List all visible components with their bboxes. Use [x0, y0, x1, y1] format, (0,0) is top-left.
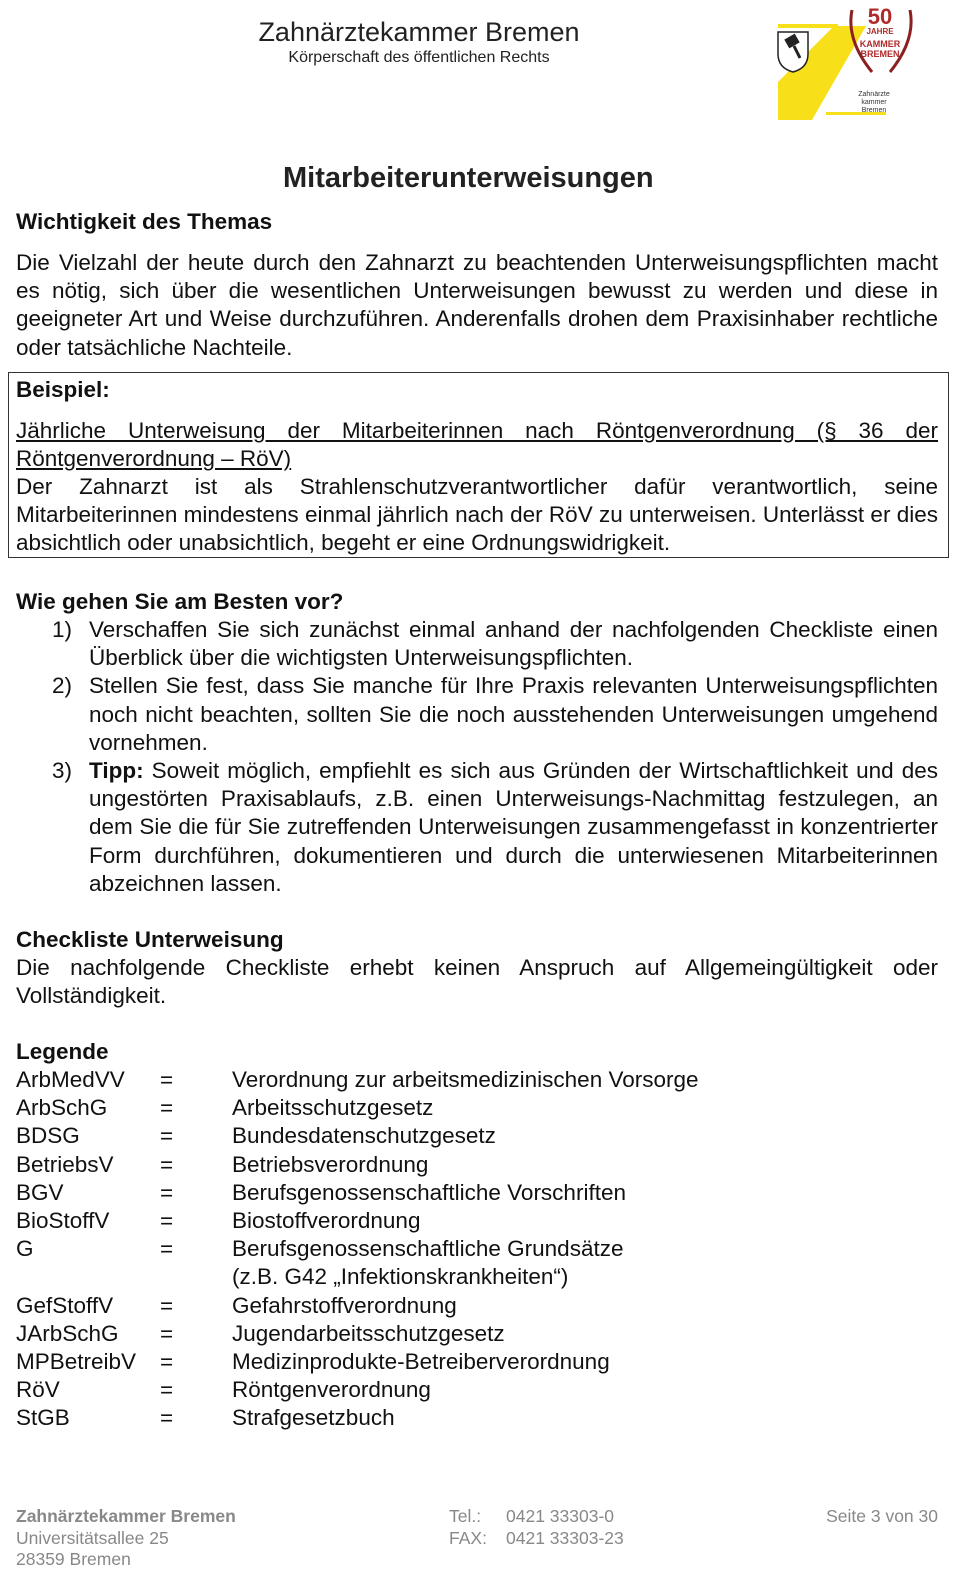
footer-address	[16, 1506, 236, 1571]
legend-abbreviation: G	[16, 1236, 34, 1262]
legend-abbreviation: RöV	[16, 1377, 60, 1403]
legend-equals: =	[160, 1067, 174, 1092]
section-heading-importance: Wichtigkeit des Themas	[16, 209, 273, 234]
legend-definition: Gefahrstoffverordnung	[232, 1292, 457, 1318]
legend-abbreviation: BioStoffV	[16, 1207, 110, 1233]
legend-definition: Röntgenverordnung	[232, 1377, 431, 1403]
legend-abbreviation: MPBetreibV	[16, 1348, 137, 1374]
legend-abbreviation: BetriebsV	[16, 1151, 114, 1177]
legend-definition: Berufsgenossenschaftliche Grundsätze	[232, 1236, 624, 1262]
list-text: Verschaffen Sie sich zunächst einmal anhand der nachfolgenden Checkliste einen Überblick über die wichtigsten Unterweisungspflichten.	[89, 617, 938, 671]
tip-label: Tipp:	[89, 758, 144, 784]
legend-definition: Verordnung zur arbeitsmedizinischen Vorsorge	[232, 1067, 699, 1092]
example-paragraph: Der Zahnarzt ist als Strahlenschutzverantwortlicher dafür verantwortlich, seine Mitarbeiterinnen mindestens einmal jährlich nach der RöV zu unterweisen. Unterlässt er dies absichtlich oder unabsichtlich, begeht er eine Ordnungswidrigkeit.	[16, 474, 938, 556]
legend-equals: =	[160, 1151, 174, 1177]
list-item	[16, 616, 938, 672]
section-heading-procedure: Wie gehen Sie am Besten vor?	[16, 589, 344, 614]
legend-equals: =	[160, 1095, 174, 1121]
svg-text:kammer: kammer	[861, 99, 887, 106]
footer-street: Universitätsallee 25	[16, 1527, 169, 1548]
legend-definition: Strafgesetzbuch	[232, 1405, 395, 1431]
svg-text:BREMEN: BREMEN	[860, 49, 900, 59]
footer-org: Zahnärztekammer Bremen	[16, 1506, 236, 1526]
header-title: Zahnärztekammer Bremen	[258, 17, 580, 47]
svg-text:50: 50	[867, 4, 893, 29]
legend-definition: Medizinprodukte-Betreiberverordnung	[232, 1348, 610, 1374]
svg-text:Zahnärzte: Zahnärzte	[858, 91, 890, 98]
tel-label: Tel.:	[449, 1506, 482, 1526]
svg-text:Bremen: Bremen	[861, 107, 887, 114]
legend-abbreviation: JArbSchG	[16, 1320, 119, 1346]
legend-definition: Jugendarbeitsschutzgesetz	[232, 1320, 505, 1346]
checklist-paragraph: Die nachfolgende Checkliste erhebt keinen Anspruch auf Allgemeingültigkeit oder Vollständigkeit.	[16, 955, 938, 1009]
legend-equals: =	[160, 1348, 174, 1374]
page-number: Seite 3 von 30	[826, 1506, 938, 1526]
list-text: Stellen Sie fest, dass Sie manche für Ihre Praxis relevanten Unterweisungspflichten noch nicht beachten, sollten Sie die noch ausstehenden Unterweisungen umgehend vornehmen.	[89, 673, 938, 755]
legend-definition: Arbeitsschutzgesetz	[232, 1095, 434, 1121]
legend-abbreviation: GefStoffV	[16, 1292, 114, 1318]
legend-equals: =	[160, 1292, 174, 1318]
legend-abbreviation: BGV	[16, 1179, 64, 1205]
chamber-logo	[776, 2, 926, 122]
legend-equals: =	[160, 1377, 174, 1403]
list-item	[16, 672, 938, 757]
legend-equals: =	[160, 1123, 174, 1149]
legend-equals: =	[160, 1320, 174, 1346]
legend-abbreviation: StGB	[16, 1405, 70, 1431]
legend-equals: =	[160, 1236, 174, 1262]
legend-abbreviation: BDSG	[16, 1123, 80, 1149]
procedure-list	[16, 616, 938, 898]
importance-paragraph: Die Vielzahl der heute durch den Zahnarzt zu beachtenden Unterweisungspflichten macht es nötig, sich über die wesentlichen Unterweisungen bewusst zu werden und diese in geeigneter Art und Weise durchzuführen. Anderenfalls drohen dem Praxisinhaber rechtliche oder tatsächliche Nachteile.	[16, 250, 938, 360]
legend-abbreviation: ArbMedVV	[16, 1067, 125, 1092]
list-item	[16, 757, 938, 898]
tel-number: 0421 33303-0	[506, 1506, 615, 1526]
footer-contact	[449, 1506, 624, 1549]
fax-label: FAX:	[449, 1527, 487, 1548]
legend-equals: =	[160, 1179, 174, 1205]
section-heading-checklist: Checkliste Unterweisung	[16, 927, 284, 952]
legend-definition: (z.B. G42 „Infektionskrankheiten“)	[232, 1264, 569, 1290]
svg-text:KAMMER: KAMMER	[859, 39, 901, 49]
header-subtitle: Körperschaft des öffentlichen Rechts	[288, 49, 550, 66]
footer-city: 28359 Bremen	[16, 1549, 131, 1569]
list-text: Soweit möglich, empfiehlt es sich aus Gründen der Wirtschaftlichkeit und des ungestörten Praxisablaufs, z.B. einen Unterweisungs-Nachmittag festzulegen, an dem Sie die für Sie zutreffenden Unterweisungen zusammengefasst in konzentrierter Form durchführen, dokumentieren und durch die unterwiesenen Mitarbeiterinnen abzeichnen lassen.	[89, 758, 938, 896]
page-title: Mitarbeiterunterweisungen	[283, 162, 654, 194]
legend-definition: Bundesdatenschutzgesetz	[232, 1123, 496, 1149]
legend-heading: Legende	[16, 1039, 109, 1064]
legend-definition: Betriebsverordnung	[232, 1151, 429, 1177]
fax-number: 0421 33303-23	[506, 1527, 624, 1548]
list-number: 2)	[52, 673, 73, 699]
svg-text:JAHRE: JAHRE	[866, 27, 894, 36]
legend-definition: Berufsgenossenschaftliche Vorschriften	[232, 1179, 626, 1205]
example-link[interactable]: Jährliche Unterweisung der Mitarbeiterinnen nach Röntgenverordnung (§ 36 der Röntgenverordnung – RöV)	[16, 418, 938, 472]
list-number: 1)	[52, 617, 73, 642]
legend-abbreviation: ArbSchG	[16, 1095, 108, 1121]
list-number: 3)	[52, 758, 73, 784]
legend-definition: Biostoffverordnung	[232, 1207, 421, 1233]
legend-equals: =	[160, 1207, 174, 1233]
legend-equals: =	[160, 1405, 174, 1431]
example-heading: Beispiel:	[16, 377, 110, 402]
